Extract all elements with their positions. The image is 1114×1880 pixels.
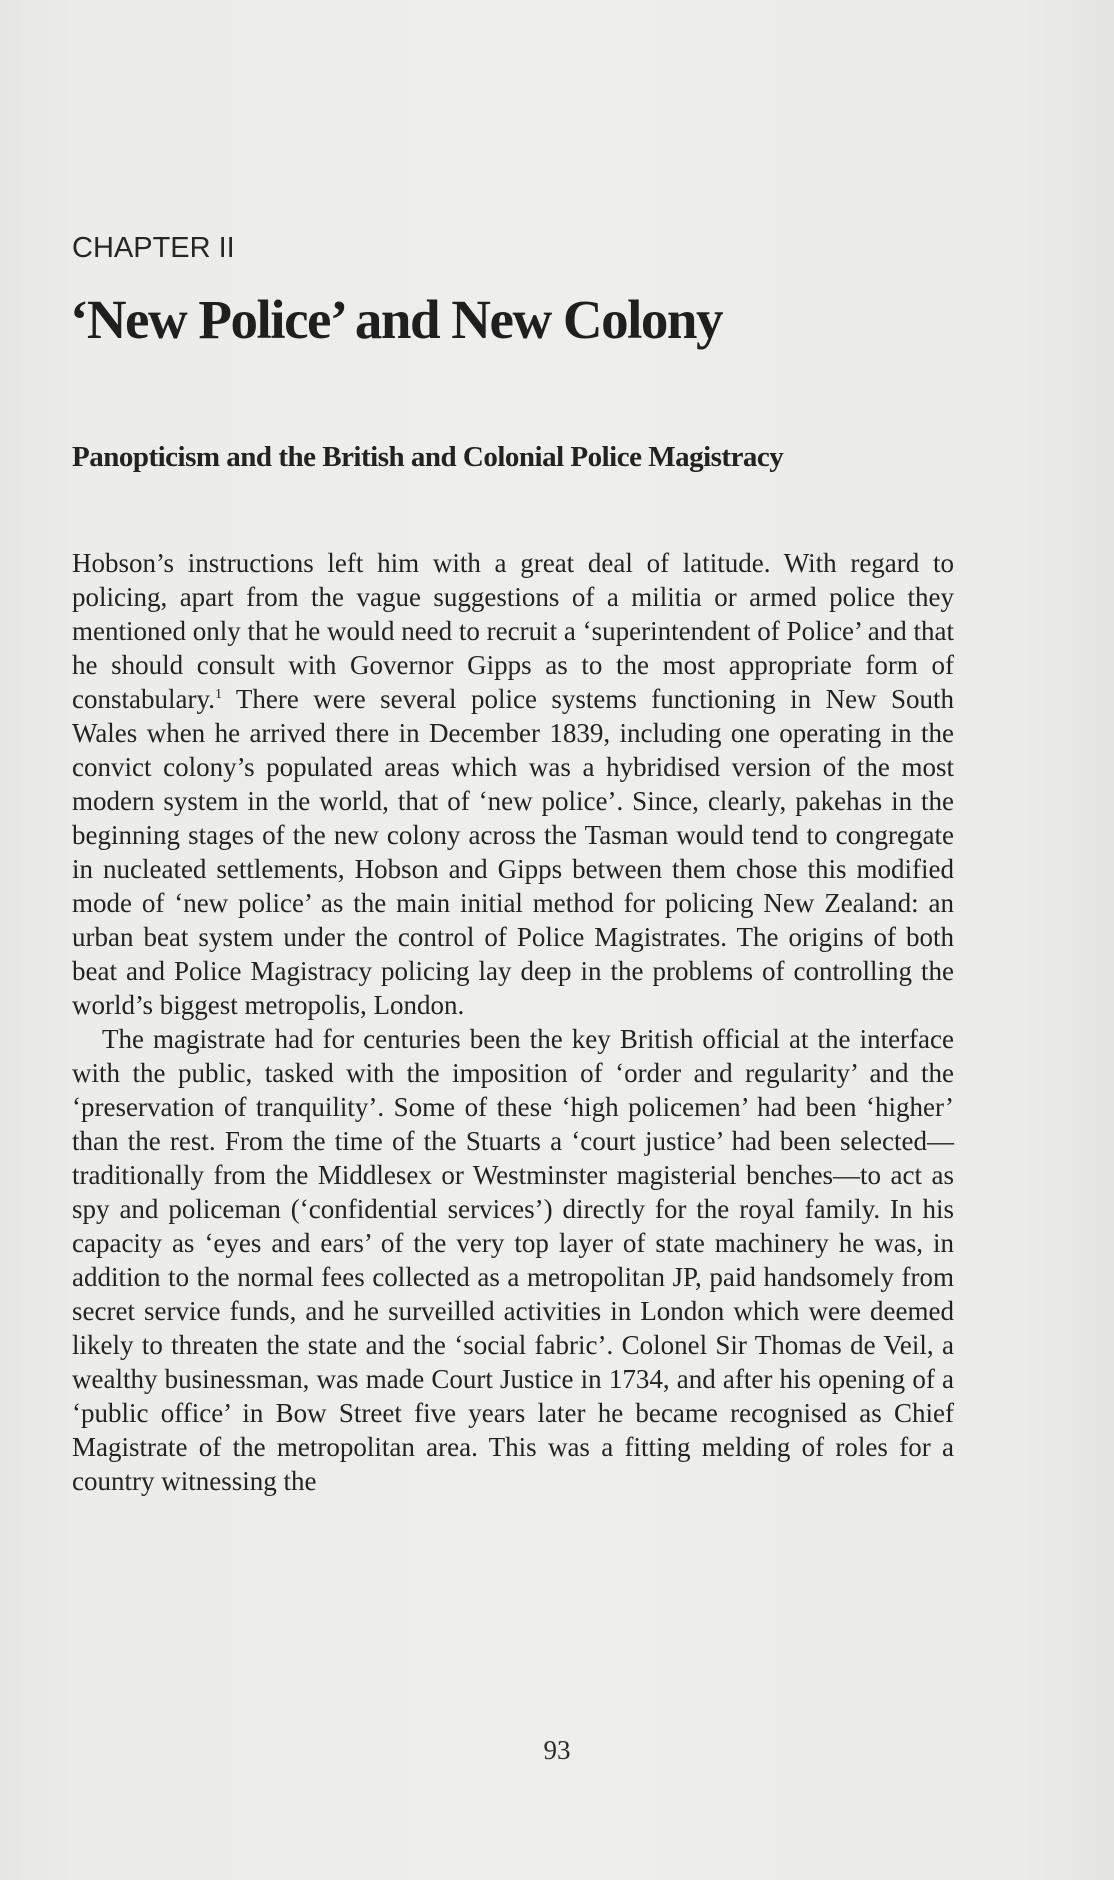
paragraph-1-text-start: Hobson’s instructions left him with a great deal of latitude. With regard to policing, apart from the vague suggestions of a militia or armed police they mentioned only that he would need to recruit a ‘superintendent of Police’ and that he should consult with Governor Gipps as to the most appropriate form of constabulary. [72,548,954,714]
section-heading: Panopticism and the British and Colonial Police Magistracy [72,441,784,473]
paragraph-1 [72,546,954,1022]
chapter-title: ‘New Police’ and New Colony [70,289,722,350]
paragraph-2: The magistrate had for centuries been the key British official at the interface with the public, tasked with the imposition of ‘order and regularity’ and the ‘preservation of tranquility’. Some of these ‘high policemen’ had been ‘higher’ than the rest. From the time of the Stuarts a ‘court justice’ had been selected—traditionally from the Middlesex or Westminster magisterial benches—to act as spy and policeman (‘confidential services’) directly for the royal family. In his capacity as ‘eyes and ears’ of the very top layer of state machinery he was, in addition to the normal fees collected as a metropolitan JP, paid handsomely from secret service funds, and he surveilled activities in London which were deemed likely to threaten the state and the ‘social fabric’. Colonel Sir Thomas de Veil, a wealthy businessman, was made Court Justice in 1734, and after his opening of a ‘public office’ in Bow Street five years later he became recognised as Chief Magistrate of the metropolitan area. This was a fitting melding of roles for a country witnessing the [72,1024,954,1496]
body-text [72,546,954,1498]
footnote-ref-1[interactable]: 1 [214,687,222,702]
page-number: 93 [543,1735,571,1765]
paragraph-1-text-end: There were several police systems functioning in New South Wales when he arrived there in December 1839, including one operating in the convict colony’s populated areas which was a hybridised version of the most modern system in the world, that of ‘new police’. Since, clearly, pakehas in the beginning stages of the new colony across the Tasman would tend to congregate in nucleated settlements, Hobson and Gipps between them chose this modified mode of ‘new police’ as the main initial method for policing New Zealand: an urban beat system under the control of Police Magistrates. The origins of both beat and Police Magistracy policing lay deep in the problems of controlling the world’s biggest metropolis, London. [72,684,954,1020]
chapter-label: CHAPTER II [72,232,235,264]
